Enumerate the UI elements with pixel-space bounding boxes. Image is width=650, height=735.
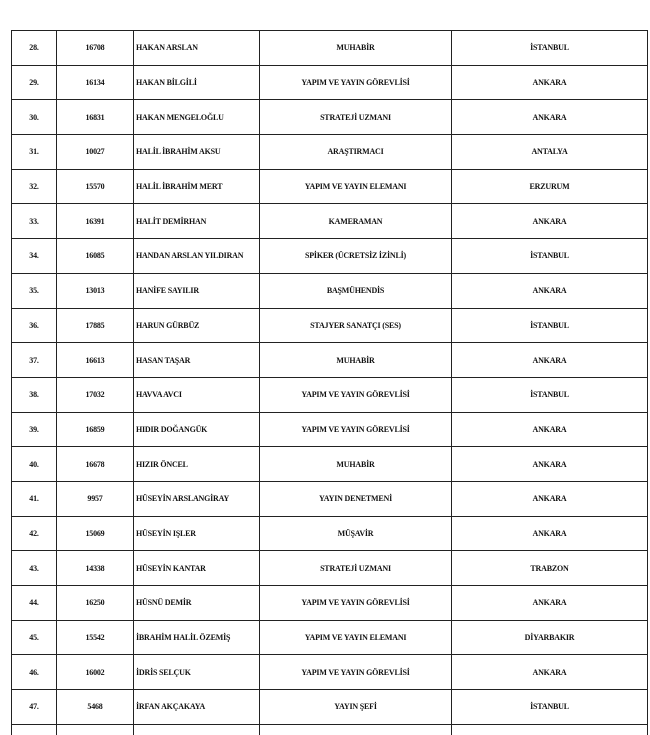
- row-number-cell: 32.: [12, 169, 57, 204]
- registry-number-cell: 16831: [57, 100, 134, 135]
- employee-name-cell: HAKAN MENGELOĞLU: [134, 100, 260, 135]
- table-row: [12, 481, 648, 516]
- registry-number-cell: 17885: [57, 308, 134, 343]
- job-title-cell: STRATEJİ UZMANI: [260, 100, 452, 135]
- row-number-cell: 30.: [12, 100, 57, 135]
- registry-number-cell: 16708: [57, 31, 134, 66]
- table-row: [12, 516, 648, 551]
- job-title-cell: MUHABİR: [260, 343, 452, 378]
- job-title-cell: MÜŞAVİR: [260, 516, 452, 551]
- city-cell: ANKARA: [452, 100, 648, 135]
- city-cell: İSTANBUL: [452, 377, 648, 412]
- row-number-cell: 35.: [12, 273, 57, 308]
- row-number-cell: 36.: [12, 308, 57, 343]
- city-cell: ANKARA: [452, 586, 648, 621]
- city-cell: İSTANBUL: [452, 308, 648, 343]
- empty-cell: [12, 724, 57, 735]
- city-cell: ANKARA: [452, 204, 648, 239]
- registry-number-cell: 15570: [57, 169, 134, 204]
- registry-number-cell: 16678: [57, 447, 134, 482]
- row-number-cell: 47.: [12, 690, 57, 725]
- personnel-table: [11, 30, 648, 735]
- table-row: [12, 412, 648, 447]
- employee-name-cell: İRFAN AKÇAKAYA: [134, 690, 260, 725]
- registry-number-cell: 16250: [57, 586, 134, 621]
- job-title-cell: YAPIM VE YAYIN GÖREVLİSİ: [260, 65, 452, 100]
- row-number-cell: 34.: [12, 239, 57, 274]
- employee-name-cell: HAVVA AVCI: [134, 377, 260, 412]
- registry-number-cell: 13013: [57, 273, 134, 308]
- table-row: [12, 273, 648, 308]
- employee-name-cell: HANİFE SAYILIR: [134, 273, 260, 308]
- job-title-cell: YAYIN ŞEFİ: [260, 690, 452, 725]
- job-title-cell: STAJYER SANATÇI (SES): [260, 308, 452, 343]
- job-title-cell: YAPIM VE YAYIN GÖREVLİSİ: [260, 655, 452, 690]
- employee-name-cell: HALİL İBRAHİM MERT: [134, 169, 260, 204]
- employee-name-cell: İBRAHİM HALİL ÖZEMİŞ: [134, 620, 260, 655]
- city-cell: ERZURUM: [452, 169, 648, 204]
- row-number-cell: 29.: [12, 65, 57, 100]
- empty-cell: [134, 724, 260, 735]
- table-row: [12, 308, 648, 343]
- table-row: [12, 620, 648, 655]
- table-row-partial: [12, 724, 648, 735]
- table-row: [12, 204, 648, 239]
- city-cell: İSTANBUL: [452, 690, 648, 725]
- job-title-cell: YAPIM VE YAYIN ELEMANI: [260, 169, 452, 204]
- employee-name-cell: HAKAN ARSLAN: [134, 31, 260, 66]
- employee-name-cell: HIDIR DOĞANGÜK: [134, 412, 260, 447]
- registry-number-cell: 15069: [57, 516, 134, 551]
- table-row: [12, 586, 648, 621]
- city-cell: ANKARA: [452, 343, 648, 378]
- registry-number-cell: 15542: [57, 620, 134, 655]
- employee-name-cell: HÜSEYİN IŞLER: [134, 516, 260, 551]
- table-row: [12, 135, 648, 170]
- employee-name-cell: HANDAN ARSLAN YILDIRAN: [134, 239, 260, 274]
- row-number-cell: 33.: [12, 204, 57, 239]
- job-title-cell: MUHABİR: [260, 31, 452, 66]
- registry-number-cell: 16391: [57, 204, 134, 239]
- city-cell: ANKARA: [452, 412, 648, 447]
- registry-number-cell: 16859: [57, 412, 134, 447]
- row-number-cell: 45.: [12, 620, 57, 655]
- registry-number-cell: 9957: [57, 481, 134, 516]
- row-number-cell: 40.: [12, 447, 57, 482]
- employee-name-cell: HALİL İBRAHİM AKSU: [134, 135, 260, 170]
- employee-name-cell: HARUN GÜRBÜZ: [134, 308, 260, 343]
- city-cell: ANKARA: [452, 273, 648, 308]
- table-row: [12, 31, 648, 66]
- table-row: [12, 690, 648, 725]
- employee-name-cell: HÜSEYİN KANTAR: [134, 551, 260, 586]
- employee-name-cell: HAKAN BİLGİLİ: [134, 65, 260, 100]
- city-cell: ANKARA: [452, 516, 648, 551]
- empty-cell: [260, 724, 452, 735]
- city-cell: İSTANBUL: [452, 239, 648, 274]
- city-cell: ANTALYA: [452, 135, 648, 170]
- job-title-cell: STRATEJİ UZMANI: [260, 551, 452, 586]
- row-number-cell: 38.: [12, 377, 57, 412]
- registry-number-cell: 16085: [57, 239, 134, 274]
- employee-name-cell: HASAN TAŞAR: [134, 343, 260, 378]
- registry-number-cell: 16002: [57, 655, 134, 690]
- employee-name-cell: İDRİS SELÇUK: [134, 655, 260, 690]
- row-number-cell: 46.: [12, 655, 57, 690]
- row-number-cell: 43.: [12, 551, 57, 586]
- registry-number-cell: 16613: [57, 343, 134, 378]
- city-cell: İSTANBUL: [452, 31, 648, 66]
- empty-cell: [57, 724, 134, 735]
- row-number-cell: 42.: [12, 516, 57, 551]
- table-row: [12, 100, 648, 135]
- table-row: [12, 343, 648, 378]
- employee-name-cell: HALİT DEMİRHAN: [134, 204, 260, 239]
- job-title-cell: YAYIN DENETMENİ: [260, 481, 452, 516]
- table-row: [12, 169, 648, 204]
- job-title-cell: MUHABİR: [260, 447, 452, 482]
- city-cell: ANKARA: [452, 65, 648, 100]
- registry-number-cell: 10027: [57, 135, 134, 170]
- job-title-cell: ARAŞTIRMACI: [260, 135, 452, 170]
- job-title-cell: YAPIM VE YAYIN GÖREVLİSİ: [260, 586, 452, 621]
- row-number-cell: 37.: [12, 343, 57, 378]
- registry-number-cell: 5468: [57, 690, 134, 725]
- city-cell: ANKARA: [452, 447, 648, 482]
- job-title-cell: YAPIM VE YAYIN ELEMANI: [260, 620, 452, 655]
- row-number-cell: 41.: [12, 481, 57, 516]
- table-row: [12, 377, 648, 412]
- table-row: [12, 239, 648, 274]
- row-number-cell: 28.: [12, 31, 57, 66]
- registry-number-cell: 14338: [57, 551, 134, 586]
- table-row: [12, 655, 648, 690]
- registry-number-cell: 16134: [57, 65, 134, 100]
- table-row: [12, 65, 648, 100]
- registry-number-cell: 17032: [57, 377, 134, 412]
- row-number-cell: 31.: [12, 135, 57, 170]
- job-title-cell: BAŞMÜHENDİS: [260, 273, 452, 308]
- row-number-cell: 39.: [12, 412, 57, 447]
- job-title-cell: KAMERAMAN: [260, 204, 452, 239]
- empty-cell: [452, 724, 648, 735]
- table-row: [12, 447, 648, 482]
- employee-name-cell: HÜSNÜ DEMİR: [134, 586, 260, 621]
- job-title-cell: YAPIM VE YAYIN GÖREVLİSİ: [260, 377, 452, 412]
- city-cell: DİYARBAKIR: [452, 620, 648, 655]
- employee-name-cell: HIZIR ÖNCEL: [134, 447, 260, 482]
- employee-name-cell: HÜSEYİN ARSLANGİRAY: [134, 481, 260, 516]
- job-title-cell: SPİKER (ÜCRETSİZ İZİNLİ): [260, 239, 452, 274]
- table-row: [12, 551, 648, 586]
- city-cell: ANKARA: [452, 655, 648, 690]
- job-title-cell: YAPIM VE YAYIN GÖREVLİSİ: [260, 412, 452, 447]
- city-cell: ANKARA: [452, 481, 648, 516]
- city-cell: TRABZON: [452, 551, 648, 586]
- row-number-cell: 44.: [12, 586, 57, 621]
